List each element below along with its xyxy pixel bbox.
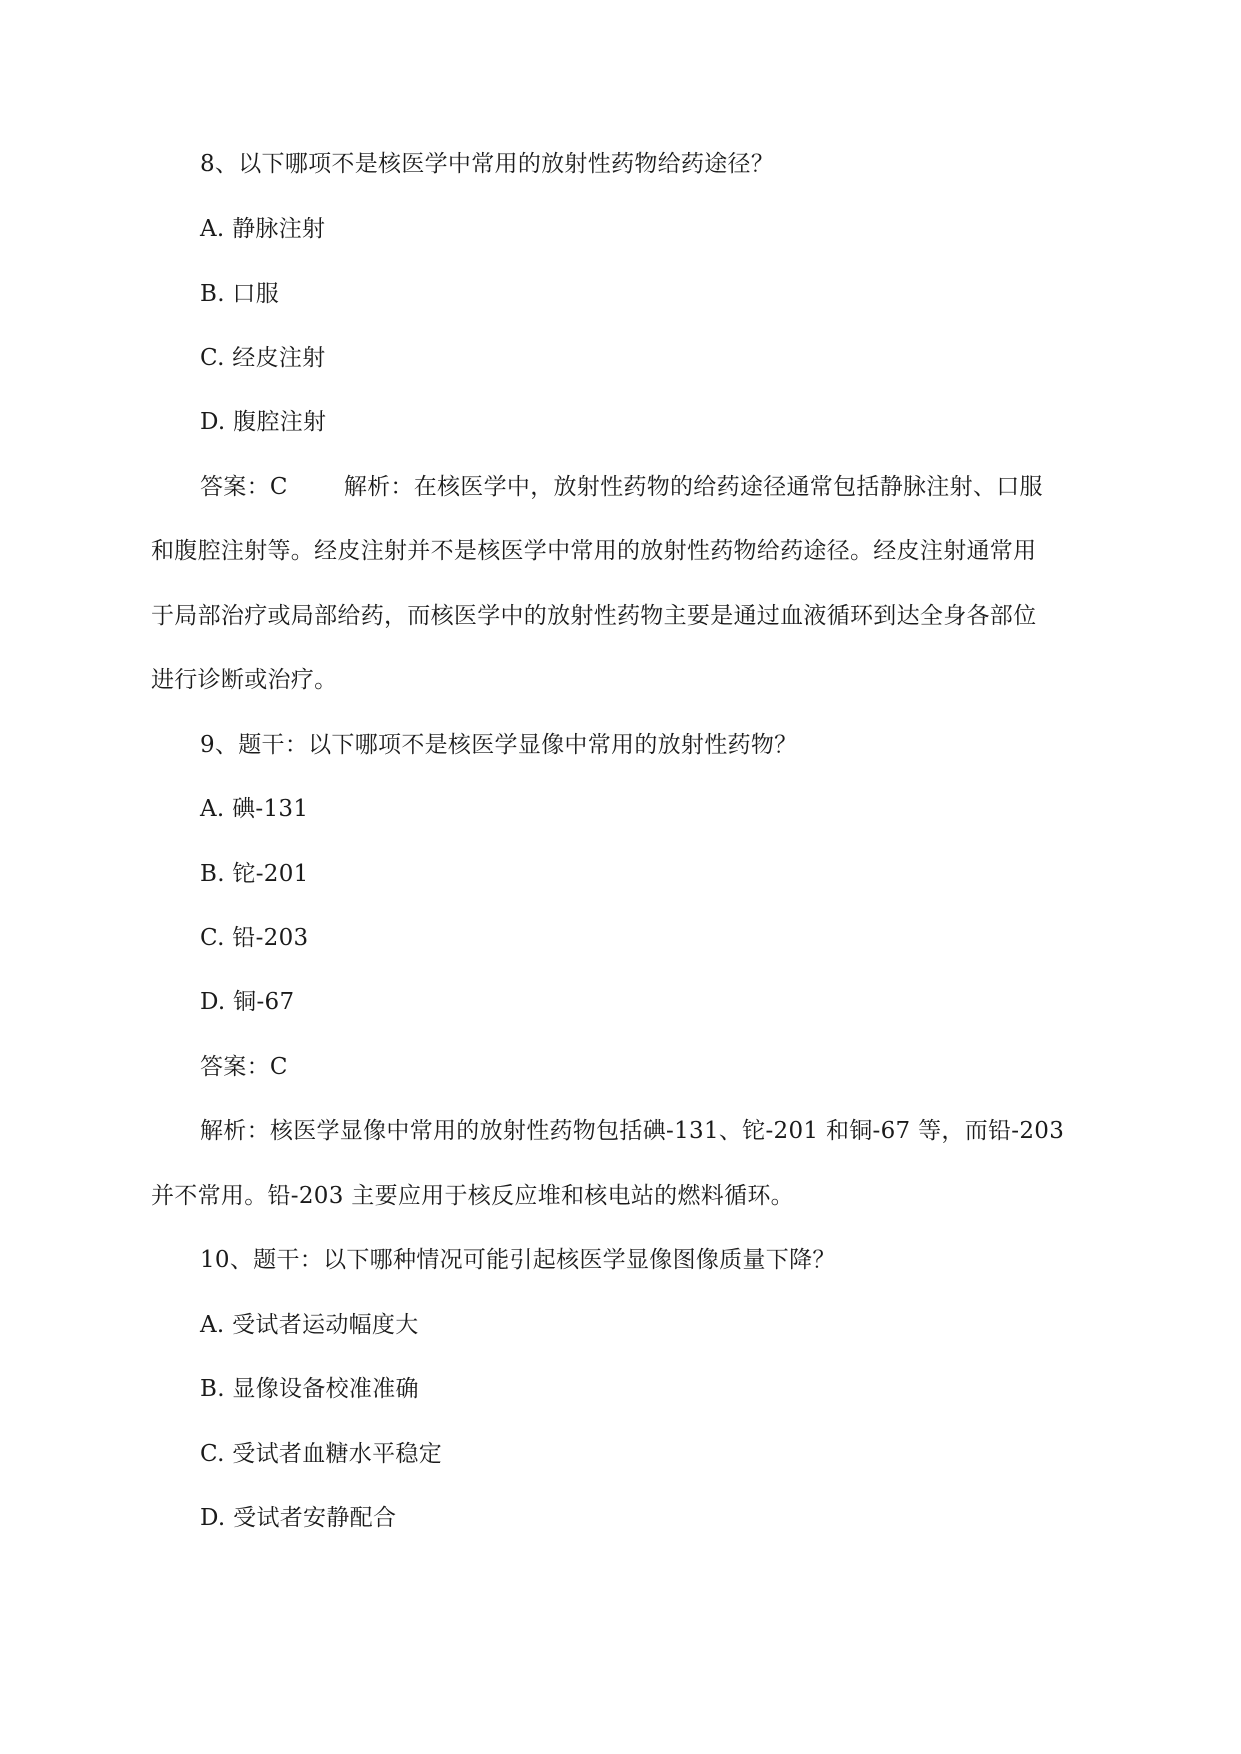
question-10-option-b: B. 显像设备校准准确: [200, 1376, 419, 1402]
question-8-analysis-line-3: 于局部治疗或局部给药，而核医学中的放射性药物主要是通过血液循环到达全身各部位: [151, 603, 1037, 629]
question-10-option-c: C. 受试者血糖水平稳定: [200, 1441, 443, 1467]
question-9-option-a: A. 碘-131: [200, 796, 309, 822]
question-9-analysis-line-2: 并不常用。铅-203 主要应用于核反应堆和核电站的燃料循环。: [151, 1183, 794, 1209]
question-8-option-c: C. 经皮注射: [200, 345, 326, 371]
question-8-analysis-line-2: 和腹腔注射等。经皮注射并不是核医学中常用的放射性药物给药途径。经皮注射通常用: [151, 538, 1037, 564]
question-9-analysis-line-1: 解析：核医学显像中常用的放射性药物包括碘-131、铊-201 和铜-67 等，而铅-203: [200, 1118, 1065, 1144]
question-9-answer: 答案：C: [200, 1054, 288, 1080]
question-9-option-b: B. 铊-201: [200, 861, 309, 887]
question-9-option-d: D. 铜-67: [200, 989, 295, 1015]
question-10-option-a: A. 受试者运动幅度大: [200, 1312, 419, 1338]
question-8-option-a: A. 静脉注射: [200, 216, 326, 242]
question-10-option-d: D. 受试者安静配合: [200, 1505, 397, 1531]
question-8-option-b: B. 口服: [200, 281, 280, 307]
question-9-option-c: C. 铅-203: [200, 925, 309, 951]
question-8-analysis-line-4: 进行诊断或治疗。: [151, 667, 338, 693]
question-9-text: 9、题干：以下哪项不是核医学显像中常用的放射性药物？: [200, 732, 798, 758]
question-8-option-d: D. 腹腔注射: [200, 409, 327, 435]
question-8-answer: 答案：C: [200, 474, 288, 500]
question-8-answer-row: [200, 471, 1043, 503]
question-10-text: 10、题干：以下哪种情况可能引起核医学显像图像质量下降？: [200, 1247, 836, 1273]
question-8-text: 8、以下哪项不是核医学中常用的放射性药物给药途径？: [200, 151, 775, 177]
question-8-analysis-line-1: 解析：在核医学中，放射性药物的给药途径通常包括静脉注射、口服: [343, 474, 1043, 500]
